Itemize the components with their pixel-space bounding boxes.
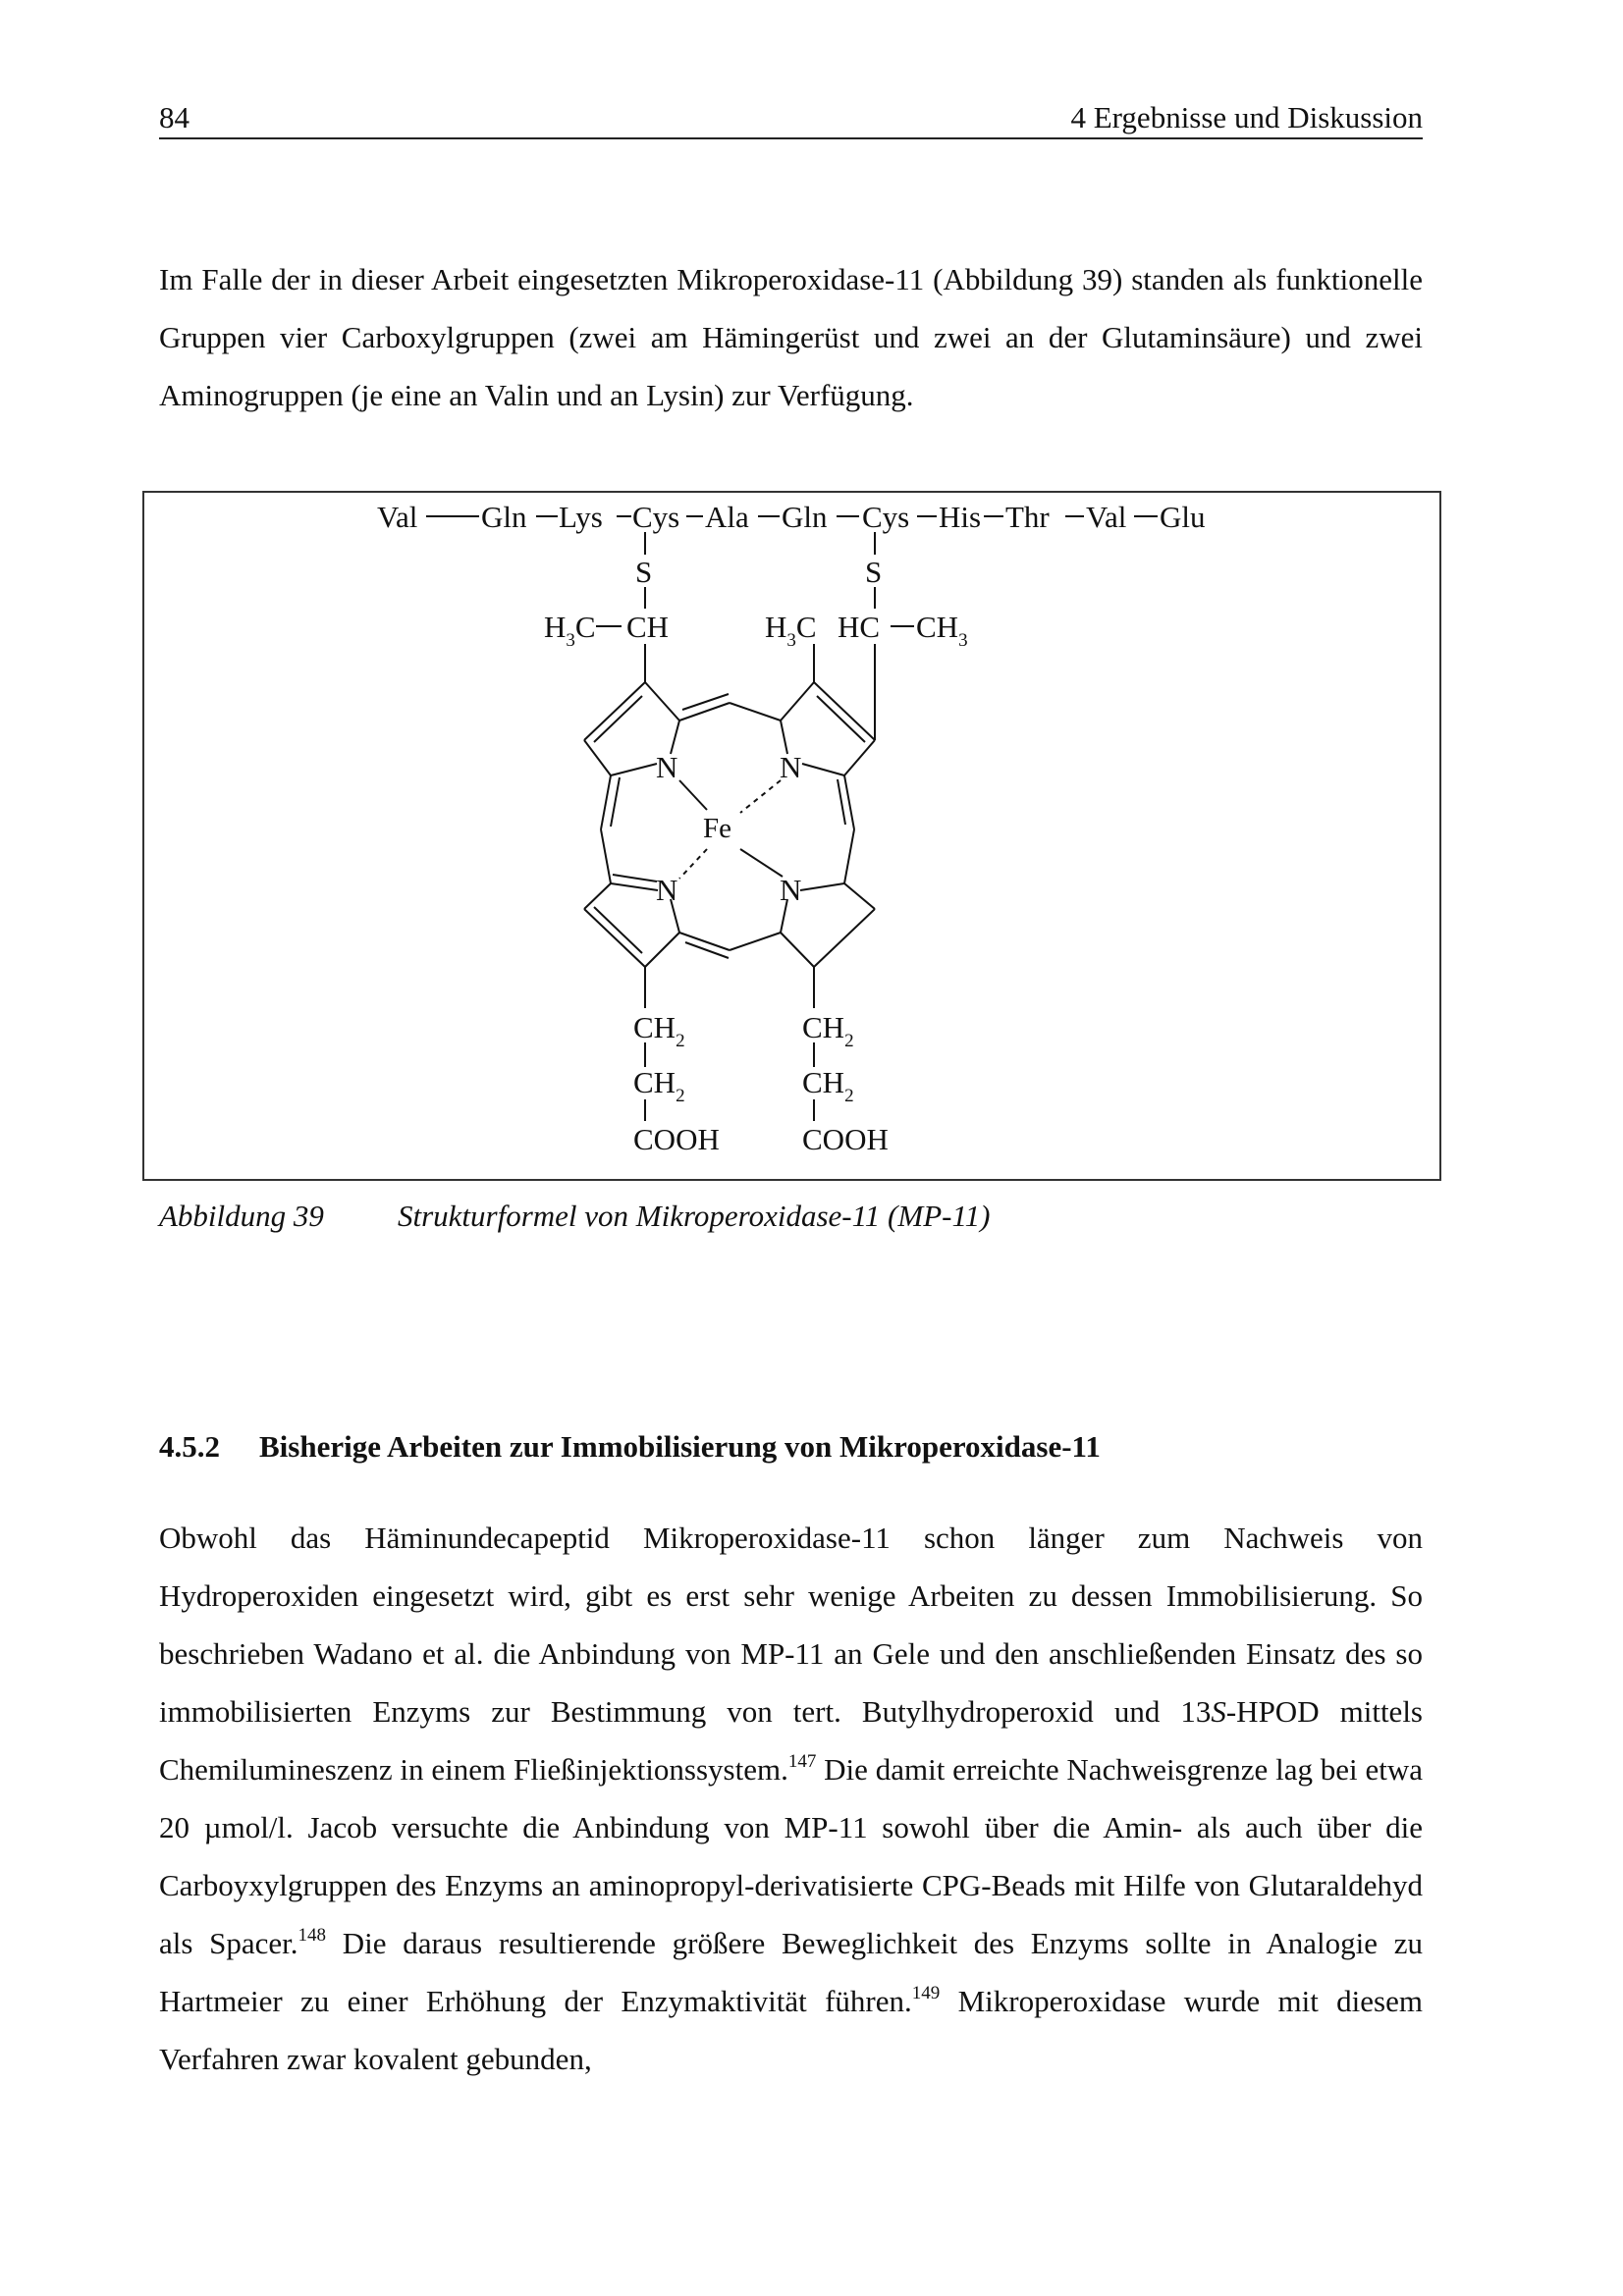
bond-lines <box>426 516 1158 1121</box>
iron-atom: Fe <box>703 813 731 844</box>
section-heading <box>159 1429 1101 1465</box>
paragraph-text: Die daraus resultierende größere Beweglichkeit des Enzyms sollte in Analogie zu Hartmeier zu einer Erhöhung der Enzymaktivität führen. <box>159 1926 1423 2018</box>
caption-text: Strukturformel von Mikroperoxidase-11 (MP-11) <box>398 1199 991 1233</box>
carboxyl-group: COOH <box>802 1122 889 1156</box>
page-number: 84 <box>159 100 189 134</box>
carboxyl-group: COOH <box>633 1122 720 1156</box>
methylene-group: $CH_2$ <box>633 1065 685 1106</box>
residue-label: Val <box>1086 500 1127 534</box>
methine-group: HC <box>838 610 881 644</box>
reference-number: 148 <box>298 1925 327 1946</box>
page-header <box>159 98 1423 139</box>
paragraph-text: Obwohl das Häminundecapeptid Mikroperoxidase-11 schon länger zum Nachweis von Hydroperoxiden eingesetzt wird, gibt es erst sehr wenige Arbeiten zu dessen Immobilisierung. So beschrieben Wadano et al. die Anbindung von MP-11 an Gele und den anschließenden Einsatz des so immobilisierten Enzyms zur Bestimmung von tert. Butylhydroperoxid und 13 <box>159 1521 1423 1729</box>
body-paragraph <box>159 1509 1423 2088</box>
residue-label: Thr <box>1005 500 1050 534</box>
sulfur-atom: S <box>635 555 653 589</box>
nitrogen-atom: N <box>656 750 678 784</box>
methylene-group: $CH_2$ <box>633 1010 685 1051</box>
nitrogen-atom: N <box>780 873 802 907</box>
methyl-group: $H_3C$ <box>544 610 596 651</box>
intro-paragraph: Im Falle der in dieser Arbeit eingesetzten Mikroperoxidase-11 (Abbildung 39) standen als funktionelle Gruppen vier Carboxylgruppen (zwei am Hämingerüst und zwei an der Glutaminsäure) und zwei Aminogruppen (je eine an Valin und an Lysin) zur Verfügung. <box>159 262 1423 412</box>
figure-frame <box>142 491 1441 1181</box>
methylene-group: $CH_2$ <box>802 1010 854 1051</box>
nitrogen-atom: N <box>780 750 802 784</box>
residue-label: Val <box>377 500 418 534</box>
residue-label: His <box>939 500 982 534</box>
methyl-group: $H_3C$ <box>765 610 817 651</box>
sulfur-atom: S <box>865 555 883 589</box>
reference-number: 149 <box>911 1983 941 2003</box>
paragraph-italic: S <box>1211 1694 1226 1729</box>
methyl-group: $CH_3$ <box>916 610 968 651</box>
nitrogen-atom: N <box>656 873 678 907</box>
residue-label: Cys <box>862 500 910 534</box>
residue-label: Ala <box>705 500 749 534</box>
chapter-title: 4 Ergebnisse und Diskussion <box>1070 100 1423 134</box>
paragraph-text: Mikroperoxidase wurde mit diesem Verfahren zwar kovalent gebunden, <box>159 1984 1423 2076</box>
mp11-structure <box>144 493 1439 1179</box>
section-number: 4.5.2 <box>159 1429 220 1464</box>
reference-number: 147 <box>787 1751 817 1772</box>
methylene-group: $CH_2$ <box>802 1065 854 1106</box>
residue-label: Cys <box>632 500 680 534</box>
paragraph-text: -HPOD mittels Chemilumineszenz in einem Fließinjektionssystem. <box>159 1694 1423 1787</box>
residue-label: Gln <box>481 500 527 534</box>
section-title: Bisherige Arbeiten zur Immobilisierung von Mikroperoxidase-11 <box>259 1429 1101 1464</box>
caption-label: Abbildung 39 <box>159 1199 324 1233</box>
residue-label: Gln <box>782 500 828 534</box>
paragraph-text: Die damit erreichte Nachweisgrenze lag bei etwa 20 µmol/l. Jacob versuchte die Anbindung von MP-11 sowohl über die Amin- als auch über die Carboyxylgruppen des Enzyms an aminopropyl-derivatisierte CPG-Beads mit Hilfe von Glutaraldehyd als Spacer. <box>159 1752 1424 1960</box>
methine-group: CH <box>626 610 670 644</box>
residue-label: Glu <box>1160 500 1206 534</box>
residue-label: Lys <box>559 500 603 534</box>
